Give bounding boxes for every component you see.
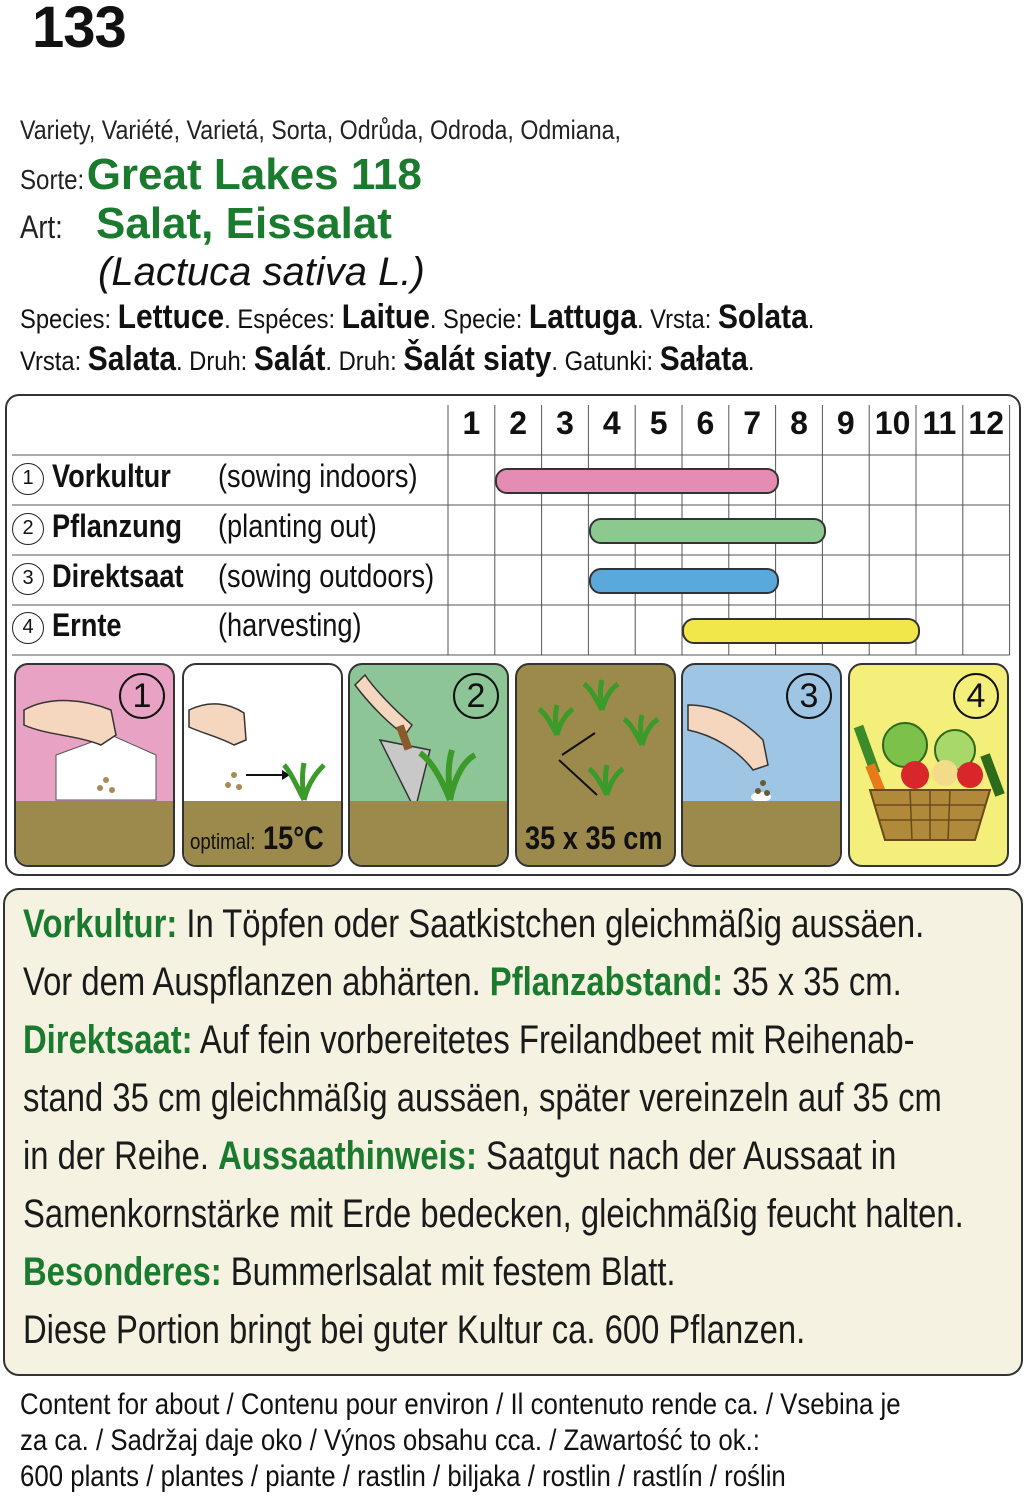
soil bbox=[350, 801, 507, 865]
period-bar-vorkultur bbox=[495, 468, 779, 494]
instruction-line bbox=[23, 1018, 915, 1063]
step-number-badge: 4 bbox=[953, 673, 999, 719]
footer-line-2: za ca. / Sadržaj daje oko / Výnos obsahu cca. / Zawartość to ok.: bbox=[20, 1424, 760, 1457]
panel-spacing bbox=[515, 663, 676, 867]
species-line-2: Vrsta: Salata. Druh: Salát. Druh: Šalát siaty. Gatunki: Sałata. bbox=[20, 340, 755, 378]
month-label: 10 bbox=[874, 405, 911, 441]
period-bar-direktsaat bbox=[589, 568, 779, 594]
month-label: 11 bbox=[922, 405, 957, 441]
instruction-line bbox=[23, 1250, 676, 1295]
heading-pflanzabstand: Pflanzabstand: bbox=[489, 960, 724, 1004]
heading-direktsaat: Direktsaat: bbox=[23, 1018, 193, 1062]
instruction-text: Saatgut nach der Aussaat in bbox=[476, 1134, 897, 1178]
species-name: Lattuga bbox=[528, 298, 637, 336]
period-bar-pflanzung bbox=[589, 518, 826, 544]
variety-name: Great Lakes 118 bbox=[86, 150, 422, 199]
month-label: 9 bbox=[836, 405, 855, 441]
month-label: 7 bbox=[743, 405, 762, 441]
instruction-line bbox=[23, 902, 924, 947]
species-label: Specie: bbox=[443, 304, 523, 334]
instruction-line: Samenkornstärke mit Erde bedecken, gleichmäßig feucht halten. bbox=[23, 1192, 964, 1236]
month-label: 8 bbox=[790, 405, 808, 441]
row-number: 3 bbox=[12, 563, 44, 595]
panel-sowing-indoors bbox=[14, 663, 175, 867]
species-label: Vrsta: bbox=[650, 304, 712, 334]
instruction-line: stand 35 cm gleichmäßig aussäen, später vereinzeln auf 35 cm bbox=[23, 1076, 942, 1120]
footer-line-3: 600 plants / plantes / piante / rastlin / biljaka / rostlin / rastlín / roślin bbox=[20, 1460, 786, 1493]
row-number: 1 bbox=[12, 463, 44, 495]
instruction-text: Vor dem Auspflanzen abhärten. bbox=[23, 960, 490, 1004]
row-en: (planting out) bbox=[218, 508, 377, 544]
species-label: Species: bbox=[20, 304, 112, 334]
instruction-text: In Töpfen oder Saatkistchen gleichmäßig aussäen. bbox=[177, 902, 925, 946]
species-name: Salát bbox=[253, 340, 326, 378]
species-line-1: Species: Lettuce. Espéces: Laitue. Specie: Lattuga. Vrsta: Solata. bbox=[20, 298, 815, 336]
sorte-label: Sorte: bbox=[20, 164, 85, 195]
row-label-vorkultur bbox=[12, 458, 418, 495]
instructions-box bbox=[3, 888, 1023, 1376]
spacing-value: 35 x 35 cm bbox=[525, 820, 663, 856]
row-de: Pflanzung bbox=[52, 508, 182, 544]
temperature-value: 15°C bbox=[263, 820, 324, 856]
species-name: Salata bbox=[87, 340, 176, 378]
month-label: 5 bbox=[649, 405, 668, 441]
heading-vorkultur: Vorkultur: bbox=[23, 902, 178, 946]
row-en: (sowing outdoors) bbox=[218, 558, 435, 594]
species-name: Laitue bbox=[341, 298, 430, 336]
step-number-badge: 1 bbox=[119, 673, 165, 719]
soil bbox=[683, 801, 840, 865]
instruction-line bbox=[23, 1134, 896, 1179]
latin-name: (Lactuca sativa L.) bbox=[98, 250, 425, 294]
heading-besonderes: Besonderes: bbox=[23, 1250, 222, 1294]
row-number: 4 bbox=[12, 612, 44, 644]
month-label: 2 bbox=[509, 405, 528, 441]
art-name: Salat, Eissalat bbox=[96, 199, 392, 248]
panel-planting-out bbox=[348, 663, 509, 867]
footer-line-1: Content for about / Contenu pour environ / Il contenuto rende ca. / Vsebina je bbox=[20, 1388, 901, 1421]
row-label-direktsaat bbox=[12, 558, 435, 595]
panel-germination bbox=[182, 663, 343, 867]
instruction-text: Bummerlsalat mit festem Blatt. bbox=[221, 1250, 676, 1294]
species-label: Espéces: bbox=[237, 304, 336, 334]
instruction-text: Auf fein vorbereitetes Freilandbeet mit Reihenab- bbox=[192, 1018, 915, 1062]
packet-number: 133 bbox=[32, 0, 126, 60]
period-bar-ernte bbox=[682, 618, 919, 644]
optimal-temperature bbox=[190, 820, 324, 857]
heading-aussaathinweis: Aussaathinweis: bbox=[218, 1134, 477, 1178]
month-label: 12 bbox=[968, 405, 1004, 441]
step-number-badge: 2 bbox=[453, 673, 499, 719]
step-number-badge: 3 bbox=[786, 673, 832, 719]
instruction-line: Diese Portion bringt bei guter Kultur ca. 600 Pflanzen. bbox=[23, 1308, 806, 1352]
row-de: Ernte bbox=[52, 607, 122, 643]
row-de: Vorkultur bbox=[52, 458, 171, 494]
row-en: (harvesting) bbox=[218, 607, 362, 643]
row-en: (sowing indoors) bbox=[218, 458, 418, 494]
species-label: Vrsta: bbox=[20, 346, 82, 376]
variety-label: Variety, Variété, Varietá, Sorta, Odrůda, Odroda, Odmiana, bbox=[20, 115, 622, 145]
month-label: 6 bbox=[696, 405, 715, 441]
species-name: Sałata bbox=[659, 340, 748, 378]
panel-sowing-outdoors bbox=[681, 663, 842, 867]
species-name: Lettuce bbox=[117, 298, 225, 336]
species-name: Solata bbox=[717, 298, 808, 336]
species-label: Druh: bbox=[189, 346, 248, 376]
month-label: 3 bbox=[556, 405, 574, 441]
row-de: Direktsaat bbox=[52, 558, 184, 594]
row-label-pflanzung bbox=[12, 508, 377, 545]
instruction-text: in der Reihe. bbox=[23, 1134, 219, 1178]
row-label-ernte bbox=[12, 607, 362, 644]
species-label: Druh: bbox=[338, 346, 397, 376]
instruction-line bbox=[23, 960, 902, 1005]
row-number: 2 bbox=[12, 513, 44, 545]
soil bbox=[16, 801, 173, 865]
species-name: Šalát siaty bbox=[403, 340, 552, 378]
month-label: 4 bbox=[602, 405, 621, 441]
panel-harvest bbox=[848, 663, 1009, 867]
species-label: Gatunki: bbox=[564, 346, 654, 376]
instruction-text: 35 x 35 cm. bbox=[723, 960, 902, 1004]
optimal-label: optimal: bbox=[190, 829, 256, 854]
month-label: 1 bbox=[462, 405, 481, 441]
art-label: Art: bbox=[20, 209, 63, 245]
